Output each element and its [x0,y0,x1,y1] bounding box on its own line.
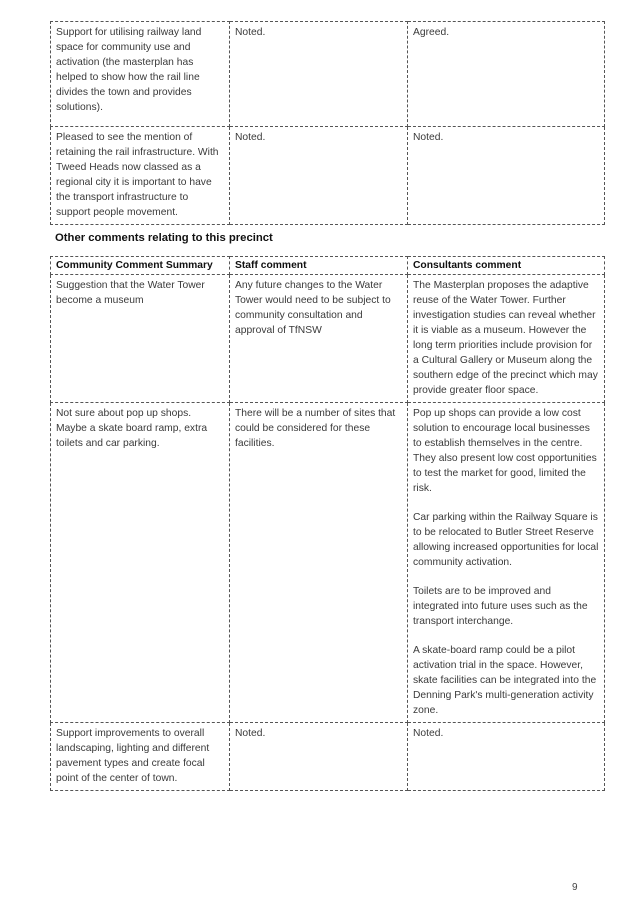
header-community-comment-summary: Community Comment Summary [51,257,230,275]
consultants-comment-cell [408,275,605,403]
consultants-paragraph: Pop up shops can provide a low cost solution to encourage local businesses to establish themselves in the centre. They also present low cost opportunities to test the market for good, limited the risk. [413,408,597,494]
consultants-paragraph: Noted. [413,728,444,739]
staff-comment-cell: Any future changes to the Water Tower would need to be subject to community consultation and approval of TfNSW [230,275,408,403]
consultants-paragraph: Car parking within the Railway Square is to be relocated to Butler Street Reserve allowing increased opportunities for local community activation. [413,512,599,568]
consultants-paragraph: Toilets are to be improved and integrated into future uses such as the transport interchange. [413,586,588,627]
staff-comment-cell: Noted. [230,127,408,225]
header-consultants-comment: Consultants comment [408,257,605,275]
table-row [51,275,605,403]
comment-summary-cell: Support improvements to overall landscaping, lighting and different pavement types and create focal point of the center of town. [51,723,230,791]
consultants-paragraph: Noted. [413,132,444,143]
comments-table-continued [50,21,605,225]
comment-summary-cell: Not sure about pop up shops. Maybe a skate board ramp, extra toilets and car parking. [51,403,230,723]
header-staff-comment: Staff comment [230,257,408,275]
table-row [51,22,605,127]
table-row [51,403,605,723]
staff-comment-cell: There will be a number of sites that could be considered for these facilities. [230,403,408,723]
consultants-comment-cell [408,127,605,225]
table-header-row [51,257,605,275]
comment-summary-cell: Suggestion that the Water Tower become a museum [51,275,230,403]
table-row [51,127,605,225]
staff-comment-cell: Noted. [230,22,408,127]
table-row [51,723,605,791]
comment-summary-cell: Pleased to see the mention of retaining the rail infrastructure. With Tweed Heads now classed as a regional city it is important to have the transport infrastructure to support people movement. [51,127,230,225]
comment-summary-cell: Support for utilising railway land space for community use and activation (the masterplan has helped to show how the rail line divides the town and provides solutions). [51,22,230,127]
consultants-comment-cell [408,403,605,723]
other-comments-table [50,256,605,791]
consultants-paragraph: A skate-board ramp could be a pilot activation trial in the space. However, skate facilities can be integrated into the Denning Park's multi-generation activity zone. [413,645,597,716]
consultants-paragraph: The Masterplan proposes the adaptive reuse of the Water Tower. Further investigation studies can reveal whether it is viable as a museum. However the long term priorities include provision for a Cultural Gallery or Museum along the southern edge of the precinct which may provide greater floor space. [413,280,598,396]
section-heading: Other comments relating to this precinct [55,232,273,244]
page-number: 9 [572,882,578,893]
consultants-paragraph: Agreed. [413,27,450,38]
consultants-comment-cell [408,22,605,127]
staff-comment-cell: Noted. [230,723,408,791]
consultants-comment-cell [408,723,605,791]
